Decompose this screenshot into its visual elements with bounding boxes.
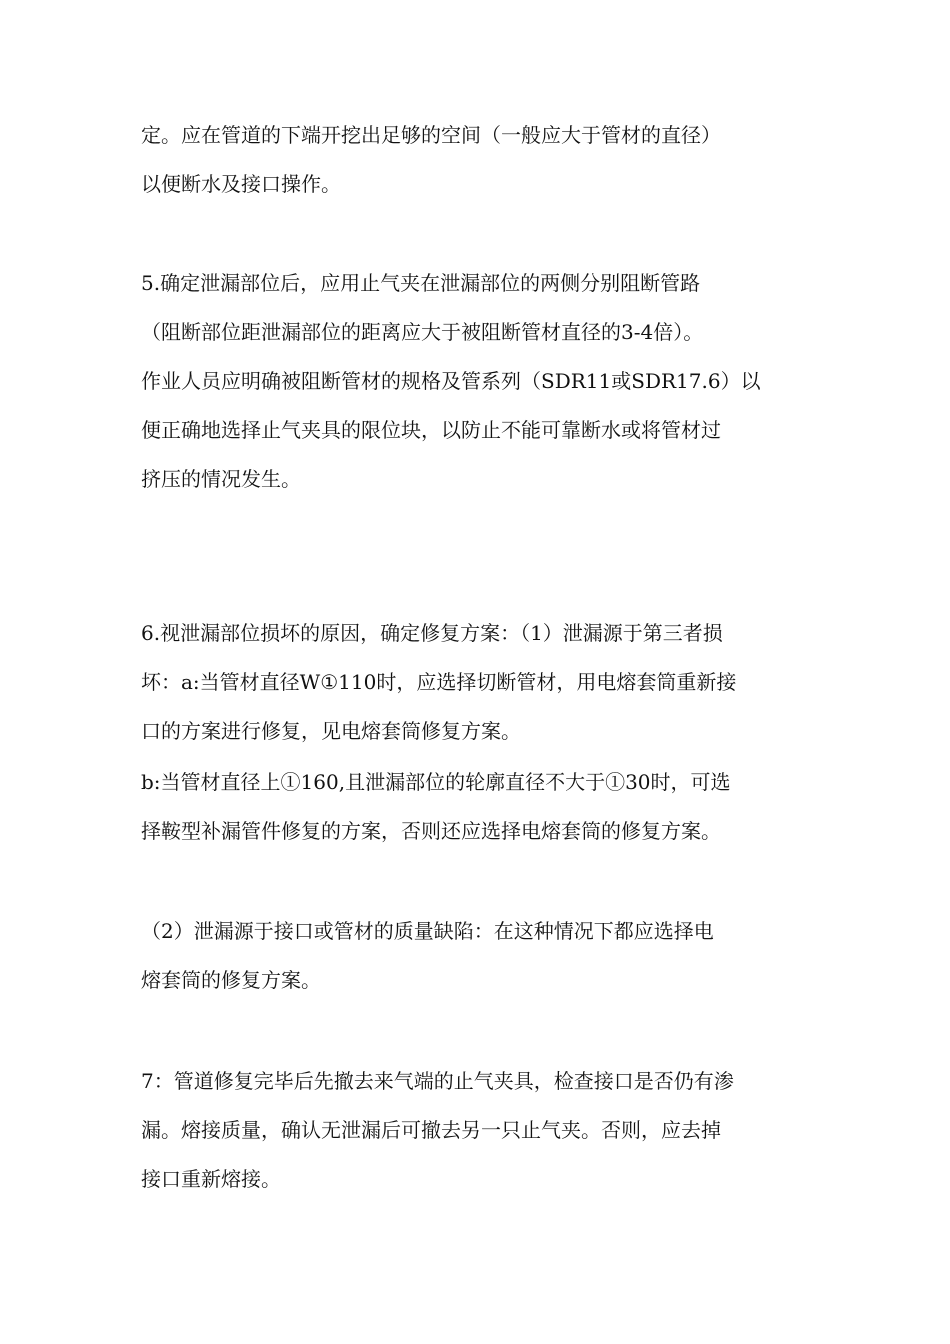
paragraph-step-5 bbox=[141, 259, 811, 504]
paragraph-step-6-2 bbox=[141, 907, 811, 1005]
text-line: （2）泄漏源于接口或管材的质量缺陷：在这种情况下都应选择电 bbox=[141, 919, 714, 943]
paragraph-continuation bbox=[141, 111, 811, 209]
text-line: 定。应在管道的下端开挖出足够的空间（一般应大于管材的直径） bbox=[141, 123, 721, 147]
text-line: （阻断部位距泄漏部位的距离应大于被阻断管材直径的3-4倍）。 bbox=[141, 320, 704, 344]
text-line: 作业人员应明确被阻断管材的规格及管系列（SDR11或SDR17.6）以 bbox=[141, 369, 761, 393]
text-line: 6.视泄漏部位损坏的原因，确定修复方案：（1）泄漏源于第三者损 bbox=[141, 621, 723, 645]
text-line: 坏：a:当管材直径W①110时，应选择切断管材，用电熔套筒重新接 bbox=[141, 670, 737, 694]
text-line: b:当管材直径上①160,且泄漏部位的轮廓直径不大于①30时，可选 bbox=[141, 770, 731, 794]
text-line: 择鞍型补漏管件修复的方案，否则还应选择电熔套筒的修复方案。 bbox=[141, 819, 721, 843]
text-line: 7：管道修复完毕后先撤去来气端的止气夹具，检查接口是否仍有渗 bbox=[141, 1069, 734, 1093]
text-line: 挤压的情况发生。 bbox=[141, 467, 301, 491]
paragraph-step-7 bbox=[141, 1057, 811, 1204]
paragraph-step-6 bbox=[141, 609, 811, 756]
text-line: 以便断水及接口操作。 bbox=[141, 172, 341, 196]
text-line: 5.确定泄漏部位后，应用止气夹在泄漏部位的两侧分别阻断管路 bbox=[141, 271, 701, 295]
paragraph-step-6b bbox=[141, 758, 811, 856]
text-line: 熔套筒的修复方案。 bbox=[141, 968, 321, 992]
text-line: 便正确地选择止气夹具的限位块，以防止不能可靠断水或将管材过 bbox=[141, 418, 721, 442]
text-line: 接口重新熔接。 bbox=[141, 1167, 281, 1191]
text-line: 口的方案进行修复，见电熔套筒修复方案。 bbox=[141, 719, 521, 743]
text-line: 漏。熔接质量，确认无泄漏后可撤去另一只止气夹。否则，应去掉 bbox=[141, 1118, 721, 1142]
